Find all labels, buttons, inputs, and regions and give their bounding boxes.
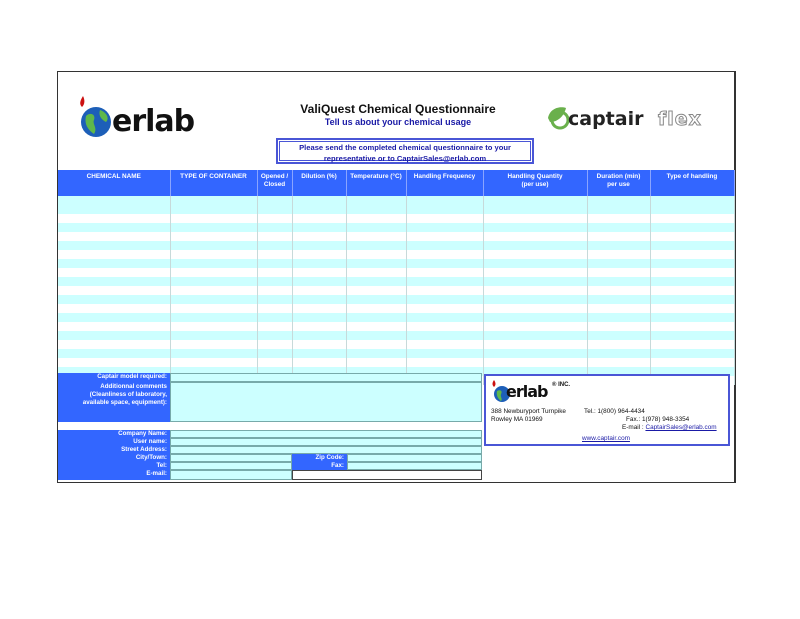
table-cell[interactable] (346, 268, 406, 277)
contact-fax: Fax.: 1(978) 948-3354 (626, 416, 690, 423)
table-cell[interactable] (170, 322, 257, 331)
table-cell[interactable] (257, 286, 292, 295)
table-cell[interactable] (587, 214, 650, 223)
table-cell[interactable] (257, 322, 292, 331)
comments-label (58, 382, 170, 422)
contact-form-area (58, 372, 734, 482)
fax-input[interactable] (347, 462, 482, 470)
table-cell[interactable] (257, 313, 292, 322)
table-cell[interactable] (58, 277, 170, 286)
table-cell[interactable] (58, 223, 170, 232)
table-cell[interactable] (346, 331, 406, 340)
table-cell[interactable] (650, 223, 734, 232)
table-cell[interactable] (346, 322, 406, 331)
table-cell[interactable] (257, 277, 292, 286)
table-cell[interactable] (346, 295, 406, 304)
erlab-wordmark: erlab (112, 104, 195, 139)
table-cell[interactable] (346, 349, 406, 358)
table-cell[interactable] (58, 205, 170, 214)
email-input[interactable] (170, 470, 292, 480)
table-cell[interactable] (406, 277, 483, 286)
table-cell[interactable] (292, 259, 346, 268)
table-cell[interactable] (58, 304, 170, 313)
table-cell[interactable] (170, 313, 257, 322)
notice-box (276, 138, 534, 164)
table-cell[interactable] (483, 214, 587, 223)
col-duration: Duration (min) per use (587, 170, 650, 196)
table-cell[interactable] (170, 232, 257, 241)
table-cell[interactable] (257, 331, 292, 340)
table-cell[interactable] (346, 304, 406, 313)
table-cell[interactable] (406, 286, 483, 295)
erlab-logo (74, 94, 214, 140)
table-cell[interactable] (170, 349, 257, 358)
table-cell[interactable] (257, 205, 292, 214)
table-cell[interactable] (292, 313, 346, 322)
notice-line-2: representative or to CaptairSales@erlab.com (323, 154, 487, 163)
col-dilution: Dilution (%) (292, 170, 346, 196)
table-cell[interactable] (292, 322, 346, 331)
table-cell[interactable] (406, 241, 483, 250)
table-cell[interactable] (170, 250, 257, 259)
table-cell[interactable] (257, 223, 292, 232)
table-cell[interactable] (587, 259, 650, 268)
table-row (58, 205, 734, 214)
table-cell[interactable] (650, 331, 734, 340)
table-cell[interactable] (292, 268, 346, 277)
header-area (58, 72, 734, 170)
user-input[interactable] (170, 438, 482, 446)
table-cell[interactable] (257, 232, 292, 241)
table-cell[interactable] (346, 358, 406, 367)
table-cell[interactable] (346, 286, 406, 295)
table-cell[interactable] (587, 349, 650, 358)
table-cell[interactable] (257, 295, 292, 304)
table-cell[interactable] (346, 340, 406, 349)
city-label: City/Town: (58, 454, 170, 462)
table-cell[interactable] (650, 259, 734, 268)
table-cell[interactable] (58, 358, 170, 367)
captair-wordmark: captair (568, 108, 644, 130)
email-extra-field[interactable] (292, 470, 482, 480)
table-cell[interactable] (257, 304, 292, 313)
user-label: User name: (58, 438, 170, 446)
table-cell[interactable] (587, 205, 650, 214)
table-cell[interactable] (346, 232, 406, 241)
street-label: Street Address: (58, 446, 170, 454)
table-row (58, 259, 734, 268)
zip-input[interactable] (347, 454, 482, 462)
table-cell[interactable] (650, 250, 734, 259)
table-cell[interactable] (483, 322, 587, 331)
table-cell[interactable] (587, 331, 650, 340)
model-label: Captair model required: (58, 373, 170, 382)
table-cell[interactable] (292, 358, 346, 367)
table-cell[interactable] (587, 223, 650, 232)
table-cell[interactable] (292, 250, 346, 259)
table-cell[interactable] (346, 250, 406, 259)
table-cell[interactable] (587, 322, 650, 331)
table-cell[interactable] (170, 214, 257, 223)
contact-email-link[interactable]: CaptairSales@erlab.com (645, 424, 717, 431)
table-cell[interactable] (170, 295, 257, 304)
table-cell[interactable] (587, 313, 650, 322)
contact-tel: Tel.: 1(800) 964-4434 (584, 408, 645, 415)
comments-label-line-3: available space, equipment): (82, 399, 167, 406)
tel-input[interactable] (170, 462, 292, 470)
page-title: ValiQuest Chemical Questionnaire (300, 102, 496, 116)
table-cell[interactable] (650, 205, 734, 214)
captair-flex-logo (546, 104, 726, 134)
table-cell[interactable] (406, 250, 483, 259)
tel-label: Tel: (58, 462, 170, 470)
table-cell[interactable] (406, 331, 483, 340)
page-subtitle: Tell us about your chemical usage (324, 117, 472, 127)
table-cell[interactable] (170, 340, 257, 349)
table-cell[interactable] (346, 223, 406, 232)
table-cell[interactable] (650, 277, 734, 286)
table-cell[interactable] (292, 295, 346, 304)
fax-label: Fax: (292, 462, 347, 470)
company-label: Company Name: (58, 430, 170, 438)
comments-label-line-2: (Cleanliness of laboratory, (89, 391, 167, 398)
table-cell[interactable] (170, 241, 257, 250)
table-cell[interactable] (406, 295, 483, 304)
table-row (58, 349, 734, 358)
table-cell[interactable] (170, 304, 257, 313)
table-cell[interactable] (650, 214, 734, 223)
table-cell[interactable] (406, 358, 483, 367)
contact-email-prefix: E-mail : (622, 424, 644, 431)
table-cell[interactable] (406, 313, 483, 322)
table-cell[interactable] (170, 358, 257, 367)
table-cell[interactable] (257, 349, 292, 358)
table-cell[interactable] (483, 250, 587, 259)
table-cell[interactable] (483, 223, 587, 232)
table-cell[interactable] (58, 322, 170, 331)
table-cell[interactable] (587, 196, 650, 205)
model-input[interactable] (170, 373, 482, 382)
table-row (58, 331, 734, 340)
table-cell[interactable] (346, 196, 406, 205)
table-cell[interactable] (170, 331, 257, 340)
table-row (58, 214, 734, 223)
table-cell[interactable] (346, 277, 406, 286)
table-cell[interactable] (483, 241, 587, 250)
table-cell[interactable] (292, 331, 346, 340)
table-cell[interactable] (483, 268, 587, 277)
table-cell[interactable] (587, 340, 650, 349)
table-row (58, 232, 734, 241)
table-row (58, 313, 734, 322)
table-cell[interactable] (483, 349, 587, 358)
table-cell[interactable] (292, 214, 346, 223)
table-cell[interactable] (483, 286, 587, 295)
table-row (58, 340, 734, 349)
table-row (58, 322, 734, 331)
table-row (58, 268, 734, 277)
contact-card (484, 374, 730, 446)
table-cell[interactable] (483, 259, 587, 268)
table-cell[interactable] (257, 340, 292, 349)
table-cell[interactable] (406, 259, 483, 268)
table-cell[interactable] (257, 241, 292, 250)
table-cell[interactable] (257, 259, 292, 268)
table-cell[interactable] (292, 196, 346, 205)
city-input[interactable] (170, 454, 292, 462)
contact-email-row (622, 424, 717, 432)
table-cell[interactable] (483, 196, 587, 205)
table-cell[interactable] (650, 196, 734, 205)
table-cell[interactable] (483, 331, 587, 340)
col-temperature: Temperature (°C) (346, 170, 406, 196)
table-cell[interactable] (587, 241, 650, 250)
comments-label-line-1: Additionnal comments (100, 383, 167, 390)
table-cell[interactable] (587, 277, 650, 286)
street-input[interactable] (170, 446, 482, 454)
table-cell[interactable] (58, 295, 170, 304)
table-cell[interactable] (58, 196, 170, 205)
table-cell[interactable] (483, 358, 587, 367)
table-cell[interactable] (257, 268, 292, 277)
table-cell[interactable] (346, 241, 406, 250)
table-cell[interactable] (58, 268, 170, 277)
table-cell[interactable] (406, 322, 483, 331)
table-cell[interactable] (292, 232, 346, 241)
table-cell[interactable] (483, 340, 587, 349)
table-cell[interactable] (58, 286, 170, 295)
table-cell[interactable] (170, 277, 257, 286)
table-cell[interactable] (650, 349, 734, 358)
col-type-of-container: TYPE OF CONTAINER (170, 170, 257, 196)
table-cell[interactable] (58, 313, 170, 322)
col-handling-quantity: Handling Quantity (per use) (483, 170, 587, 196)
table-cell[interactable] (406, 223, 483, 232)
table-cell[interactable] (257, 196, 292, 205)
contact-web-link[interactable]: www.captair.com (582, 435, 630, 442)
table-cell[interactable] (406, 196, 483, 205)
table-cell[interactable] (650, 322, 734, 331)
table-cell[interactable] (257, 214, 292, 223)
table-cell[interactable] (292, 241, 346, 250)
table-cell[interactable] (292, 277, 346, 286)
table-cell[interactable] (170, 205, 257, 214)
leaf-icon (546, 104, 570, 130)
table-row (58, 304, 734, 313)
email-label: E-mail: (58, 470, 170, 480)
contact-address-1: 388 Newburyport Turnpike (491, 408, 566, 415)
table-cell[interactable] (170, 196, 257, 205)
table-cell[interactable] (58, 232, 170, 241)
table-cell[interactable] (406, 340, 483, 349)
table-cell[interactable] (257, 250, 292, 259)
table-cell[interactable] (483, 304, 587, 313)
table-cell[interactable] (58, 250, 170, 259)
table-cell[interactable] (650, 232, 734, 241)
table-cell[interactable] (292, 205, 346, 214)
table-cell[interactable] (292, 349, 346, 358)
table-cell[interactable] (170, 268, 257, 277)
chemical-table (58, 170, 735, 385)
table-cell[interactable] (292, 304, 346, 313)
table-cell[interactable] (587, 268, 650, 277)
notice-line-1: Please send the completed chemical questionnaire to your (299, 143, 511, 152)
table-cell[interactable] (483, 295, 587, 304)
table-cell[interactable] (292, 286, 346, 295)
table-cell[interactable] (406, 268, 483, 277)
comments-input[interactable] (170, 382, 482, 422)
table-cell[interactable] (650, 340, 734, 349)
table-cell[interactable] (650, 295, 734, 304)
table-row (58, 196, 734, 205)
table-cell[interactable] (292, 223, 346, 232)
table-body (58, 196, 734, 385)
table-cell[interactable] (58, 241, 170, 250)
table-cell[interactable] (483, 313, 587, 322)
table-cell[interactable] (346, 313, 406, 322)
contact-logo-inc: ® INC. (552, 382, 571, 388)
table-cell[interactable] (170, 259, 257, 268)
table-cell[interactable] (257, 358, 292, 367)
table-cell[interactable] (58, 340, 170, 349)
table-cell[interactable] (170, 286, 257, 295)
table-cell[interactable] (406, 304, 483, 313)
table-row (58, 358, 734, 367)
col-handling-frequency: Handling Frequency (406, 170, 483, 196)
table-header-row (58, 170, 734, 196)
table-cell[interactable] (58, 349, 170, 358)
table-cell[interactable] (406, 232, 483, 241)
table-cell[interactable] (346, 205, 406, 214)
table-cell[interactable] (587, 295, 650, 304)
table-cell[interactable] (587, 304, 650, 313)
table-cell[interactable] (346, 259, 406, 268)
table-cell[interactable] (170, 223, 257, 232)
table-cell[interactable] (650, 304, 734, 313)
table-row (58, 277, 734, 286)
company-input[interactable] (170, 430, 482, 438)
table-cell[interactable] (650, 358, 734, 367)
table-cell[interactable] (587, 250, 650, 259)
table-row (58, 223, 734, 232)
table-cell[interactable] (292, 340, 346, 349)
table-row (58, 250, 734, 259)
table-cell[interactable] (406, 205, 483, 214)
table-cell[interactable] (650, 241, 734, 250)
col-chemical-name: CHEMICAL NAME (58, 170, 170, 196)
table-cell[interactable] (483, 277, 587, 286)
col-opened-closed: Opened / Closed (257, 170, 292, 196)
table-cell[interactable] (406, 349, 483, 358)
table-cell[interactable] (650, 268, 734, 277)
table-cell[interactable] (587, 358, 650, 367)
table-cell[interactable] (346, 214, 406, 223)
table-cell[interactable] (58, 259, 170, 268)
contact-logo-wordmark: erlab (506, 382, 548, 401)
contact-address-2: Rowley MA 01969 (491, 416, 543, 423)
table-cell[interactable] (650, 313, 734, 322)
table-cell[interactable] (406, 214, 483, 223)
table-cell[interactable] (587, 232, 650, 241)
questionnaire-sheet (57, 71, 736, 483)
table-row (58, 295, 734, 304)
zip-label: Zip Code: (292, 454, 347, 462)
flex-wordmark: flex (658, 108, 702, 130)
table-cell[interactable] (587, 286, 650, 295)
table-row (58, 286, 734, 295)
table-cell[interactable] (58, 214, 170, 223)
table-row (58, 241, 734, 250)
table-cell[interactable] (483, 232, 587, 241)
table-cell[interactable] (58, 331, 170, 340)
title-block (268, 102, 528, 127)
table-cell[interactable] (483, 205, 587, 214)
contact-web-row (582, 435, 630, 443)
col-type-of-handling: Type of handling (650, 170, 734, 196)
table-cell[interactable] (650, 286, 734, 295)
